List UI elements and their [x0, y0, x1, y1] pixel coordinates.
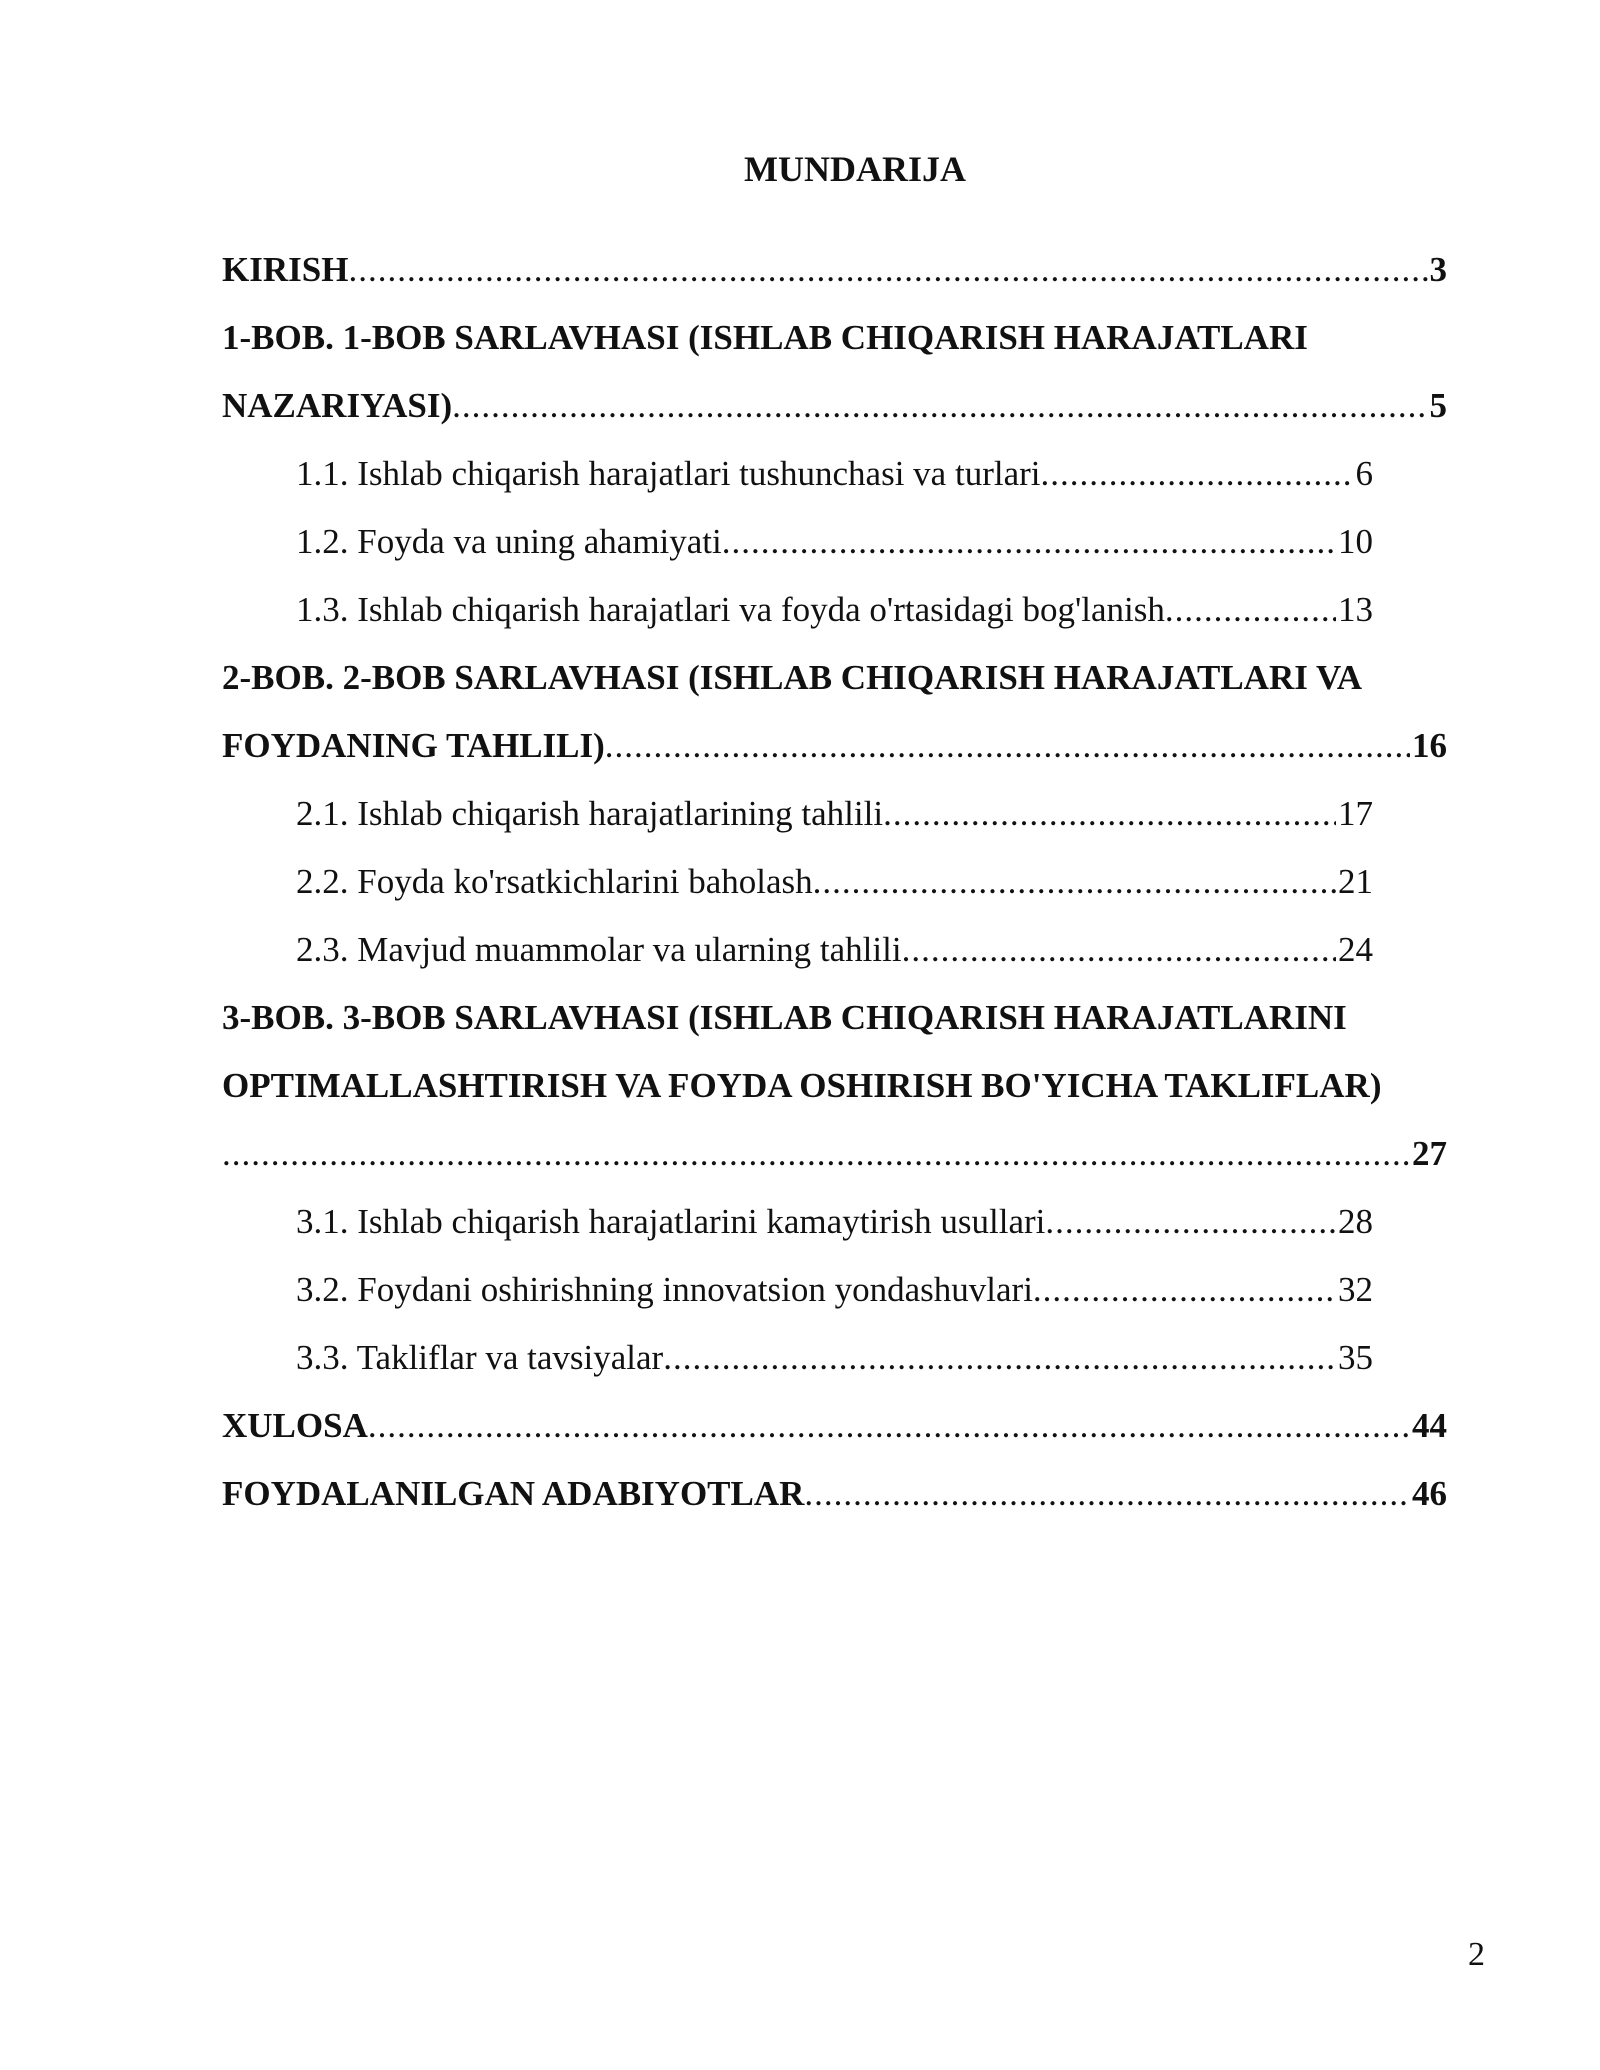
- toc-entry-label: KIRISH: [222, 250, 349, 289]
- dot-leader: [883, 794, 1336, 834]
- toc-entry-label: 1-BOB. 1-BOB SARLAVHASI (ISHLAB CHIQARISH HARAJATLARI: [222, 318, 1308, 357]
- toc-entry-label: 2-BOB. 2-BOB SARLAVHASI (ISHLAB CHIQARISH HARAJATLARI VA: [222, 658, 1363, 697]
- toc-chapter-1-title-line[interactable]: [222, 304, 1447, 372]
- toc-entry-label: XULOSA: [222, 1406, 368, 1445]
- dot-leader: [902, 930, 1336, 970]
- dot-leader: [1045, 1202, 1336, 1242]
- dot-leader: [663, 1338, 1336, 1378]
- toc-entry-xulosa[interactable]: [222, 1392, 1447, 1460]
- toc-chapter-2[interactable]: [222, 712, 1447, 780]
- toc-page-number: 6: [1355, 454, 1373, 493]
- toc-page-number: 24: [1338, 930, 1373, 969]
- toc-section-3-3[interactable]: [222, 1324, 1373, 1392]
- toc-section-2-1[interactable]: [222, 780, 1373, 848]
- toc-entry-label: FOYDALANILGAN ADABIYOTLAR: [222, 1474, 805, 1513]
- page-title: MUNDARIJA: [744, 149, 966, 189]
- toc-entry-label: 1.3. Ishlab chiqarish harajatlari va foyda o'rtasidagi bog'lanish: [296, 590, 1165, 629]
- toc-page-number: 13: [1338, 590, 1373, 629]
- toc-entry-label: 3.1. Ishlab chiqarish harajatlarini kamaytirish usullari: [296, 1202, 1046, 1241]
- toc-chapter-2-title-line[interactable]: [222, 644, 1447, 712]
- toc-section-3-2[interactable]: [222, 1256, 1373, 1324]
- toc-section-1-1[interactable]: [222, 440, 1373, 508]
- toc-chapter-3-title-line-2[interactable]: [222, 1052, 1447, 1120]
- dot-leader: [348, 250, 1427, 290]
- toc-section-1-2[interactable]: [222, 508, 1373, 576]
- toc-page-number: 44: [1412, 1406, 1447, 1445]
- toc-section-2-2[interactable]: [222, 848, 1373, 916]
- toc-chapter-3-title-line[interactable]: [222, 984, 1447, 1052]
- dot-leader: [452, 386, 1427, 426]
- page-number: 2: [1468, 1936, 1485, 1973]
- toc-page-number: 16: [1412, 726, 1447, 765]
- toc-chapter-1[interactable]: [222, 372, 1447, 440]
- toc-entry-label: 1.1. Ishlab chiqarish harajatlari tushunchasi va turlari: [296, 454, 1041, 493]
- dot-leader: [813, 862, 1336, 902]
- toc-page-number: 32: [1338, 1270, 1373, 1309]
- toc-entry-label: 3-BOB. 3-BOB SARLAVHASI (ISHLAB CHIQARISH HARAJATLARINI: [222, 998, 1347, 1037]
- toc-chapter-3[interactable]: [222, 1120, 1447, 1188]
- toc-entry-label: 3.2. Foydani oshirishning innovatsion yondashuvlari: [296, 1270, 1033, 1309]
- toc-page-number: 17: [1338, 794, 1373, 833]
- toc-section-3-1[interactable]: [222, 1188, 1373, 1256]
- toc-page-number: 21: [1338, 862, 1373, 901]
- dot-leader: [1165, 590, 1336, 630]
- toc-entry-label: 2.3. Mavjud muammolar va ularning tahlili: [296, 930, 902, 969]
- toc-entry-label: 2.2. Foyda ko'rsatkichlarini baholash: [296, 862, 813, 901]
- dot-leader: [1033, 1270, 1336, 1310]
- toc-page-number: 27: [1412, 1134, 1447, 1173]
- dot-leader: [605, 726, 1410, 766]
- toc-entry-label: 2.1. Ishlab chiqarish harajatlarining tahlili: [296, 794, 884, 833]
- toc-entry-adabiyotlar[interactable]: [222, 1460, 1447, 1528]
- dot-leader: [222, 1134, 1410, 1174]
- dot-leader: [368, 1406, 1410, 1446]
- toc-section-2-3[interactable]: [222, 916, 1373, 984]
- dot-leader: [722, 522, 1336, 562]
- toc-entry-label: 1.2. Foyda va uning ahamiyati: [296, 522, 722, 561]
- toc-entry-label: NAZARIYASI): [222, 386, 453, 425]
- toc-page-number: 10: [1338, 522, 1373, 561]
- toc-entry-kirish[interactable]: [222, 236, 1447, 304]
- toc-entry-label: 3.3. Takliflar va tavsiyalar: [296, 1338, 664, 1377]
- toc-section-1-3[interactable]: [222, 576, 1373, 644]
- toc-page-number: 46: [1412, 1474, 1447, 1513]
- toc-entry-label: FOYDANING TAHLILI): [222, 726, 605, 765]
- table-of-contents: [222, 236, 1447, 1528]
- toc-entry-label: OPTIMALLASHTIRISH VA FOYDA OSHIRISH BO'YICHA TAKLIFLAR): [222, 1066, 1382, 1105]
- toc-page-number: 35: [1338, 1338, 1373, 1377]
- dot-leader: [1041, 454, 1354, 494]
- toc-page-number: 3: [1429, 250, 1447, 289]
- dot-leader: [804, 1474, 1410, 1514]
- toc-page-number: 28: [1338, 1202, 1373, 1241]
- toc-page-number: 5: [1429, 386, 1447, 425]
